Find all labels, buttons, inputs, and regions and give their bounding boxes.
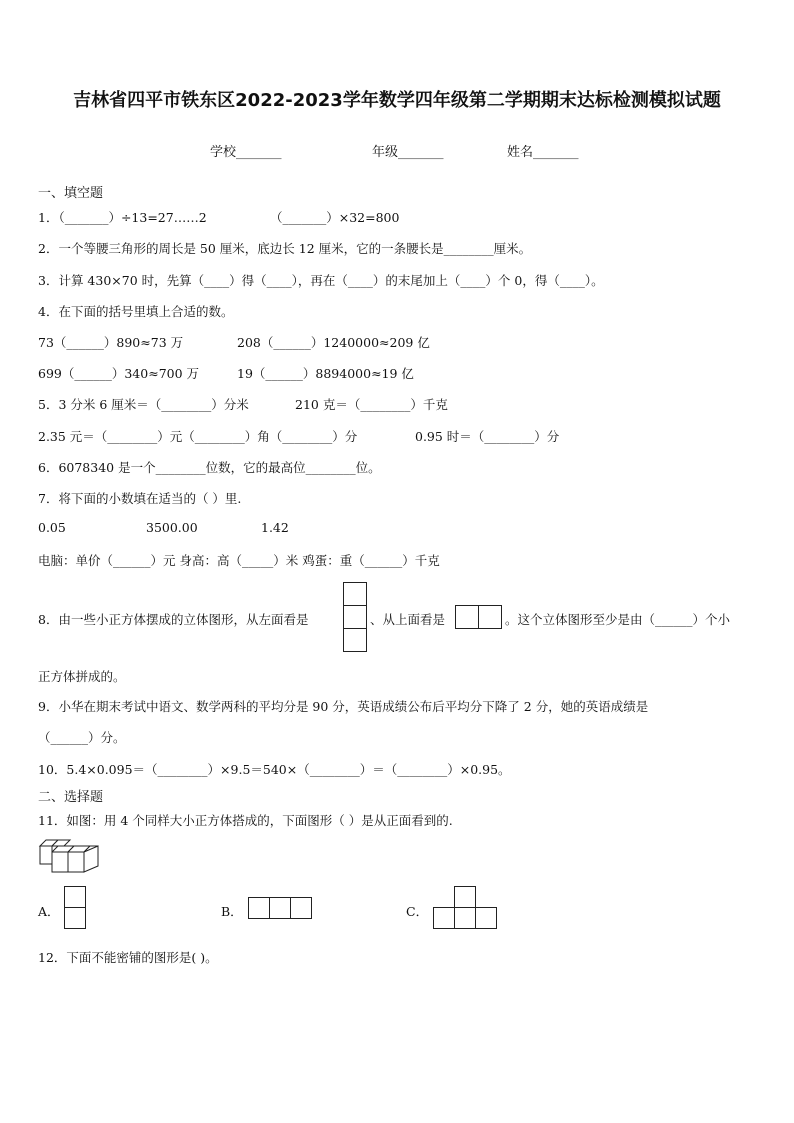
question-7: 7．将下面的小数填在适当的（ ）里. (38, 491, 242, 506)
option-b-square-1 (248, 897, 270, 919)
question-5d: 0.95 时＝（________）分 (415, 429, 560, 444)
option-c-square-bottom-middle (454, 907, 476, 929)
question-1b: （_______）×32=800 (270, 210, 400, 225)
question-1a: 1．（_______）÷13=27……2 (38, 210, 207, 225)
question-7-number-3: 1.42 (261, 520, 289, 535)
question-7-row: 电脑：单价（______）元 身高：高（_____）米 鸡蛋：重（______）千克 (38, 553, 440, 568)
option-b-square-3 (290, 897, 312, 919)
question-9-answer: （______）分。 (38, 730, 126, 745)
question-8-part4: 正方体拼成的。 (38, 669, 126, 684)
question-5b: 210 克＝（________）千克 (295, 397, 448, 412)
question-4: 4．在下面的括号里填上合适的数。 (38, 304, 234, 319)
section-choice: 二、选择题 (38, 790, 104, 805)
school-field: 学校_______ (210, 145, 282, 160)
question-11: 11．如图：用 4 个同样大小正方体搭成的，下面图形（ ）是从正面看到的. (38, 813, 453, 828)
section-fill-blank: 一、填空题 (38, 186, 104, 201)
question-4-row1a: 73（______）890≈73 万 (38, 335, 184, 350)
option-a-label: A． (38, 904, 60, 919)
left-view-square-bottom (343, 628, 367, 652)
page-title: 吉林省四平市铁东区2022-2023学年数学四年级第二学期期末达标检测模拟试题 (73, 90, 721, 111)
question-8-part2: 、从上面看是 (370, 612, 446, 627)
option-c-square-top (454, 886, 476, 908)
question-8-part1: 8．由一些小正方体摆成的立体图形，从左面看是 (38, 612, 309, 627)
question-4-row2a: 699（______）340≈700 万 (38, 366, 200, 381)
question-7-number-1: 0.05 (38, 520, 66, 535)
grade-field: 年级_______ (372, 145, 444, 160)
option-b-label: B． (221, 904, 243, 919)
option-c-label: C． (406, 904, 429, 919)
question-10: 10．5.4×0.095＝（________）×9.5＝540×（________）＝（________）×0.95。 (38, 762, 511, 777)
left-view-square-middle (343, 605, 367, 629)
question-6: 6．6078340 是一个________位数，它的最高位________位。 (38, 460, 381, 475)
question-9: 9．小华在期末考试中语文、数学两科的平均分是 90 分，英语成绩公布后平均分下降了 2 分，她的英语成绩是 (38, 699, 649, 714)
left-view-square-top (343, 582, 367, 606)
question-2: 2．一个等腰三角形的周长是 50 厘米，底边长 12 厘米，它的一条腰长是________厘米。 (38, 241, 532, 256)
question-5c: 2.35 元＝（________）元（________）角（________）分 (38, 429, 358, 444)
option-a-square-bottom (64, 907, 86, 929)
question-5a: 5．3 分米 6 厘米＝（________）分米 (38, 397, 249, 412)
question-7-number-2: 3500.00 (146, 520, 198, 535)
name-field: 姓名_______ (507, 145, 579, 160)
question-4-row2b: 19（______）8894000≈19 亿 (237, 366, 414, 381)
question-8-part3: 。这个立体图形至少是由（______）个小 (505, 612, 731, 627)
question-4-row1b: 208（______）1240000≈209 亿 (237, 335, 430, 350)
question-12: 12．下面不能密铺的图形是( )。 (38, 950, 218, 965)
option-b-square-2 (269, 897, 291, 919)
top-view-square-left (455, 605, 479, 629)
cube-stack-figure (38, 838, 100, 874)
option-a-square-top (64, 886, 86, 908)
top-view-square-right (478, 605, 502, 629)
option-c-square-bottom-left (433, 907, 455, 929)
question-3: 3．计算 430×70 时，先算（____）得（____），再在（____）的末尾加上（____）个 0，得（____）。 (38, 273, 604, 288)
option-c-square-bottom-right (475, 907, 497, 929)
